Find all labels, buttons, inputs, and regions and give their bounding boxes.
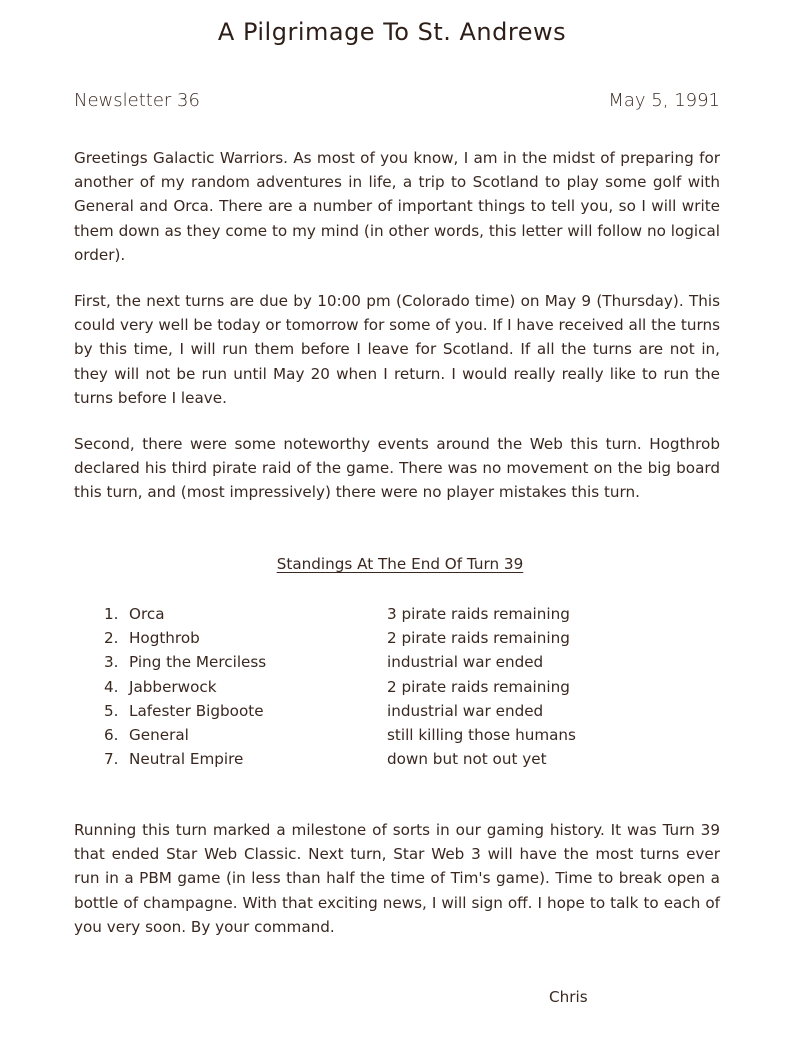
standings-row — [104, 723, 624, 747]
standings-row — [104, 675, 624, 699]
rank-number: 1. — [104, 605, 119, 623]
standings-row — [104, 650, 624, 674]
player-status: industrial war ended — [387, 653, 544, 672]
player-status: 2 pirate raids remaining — [387, 629, 570, 648]
player-status: industrial war ended — [387, 701, 544, 720]
player-name: Lafester Bigboote — [129, 701, 264, 720]
player-name: Neutral Empire — [129, 750, 244, 769]
player-status: down but not out yet — [387, 750, 547, 769]
player-name: General — [129, 725, 189, 744]
signature: Chris — [549, 988, 588, 1006]
player-name: Orca — [129, 605, 165, 623]
rank-number: 3. — [104, 653, 119, 672]
player-name: Hogthrob — [129, 629, 200, 648]
rank-number: 2. — [104, 629, 119, 648]
standings-row — [104, 602, 624, 626]
standings-row — [104, 699, 624, 723]
rank-number: 7. — [104, 750, 119, 769]
paragraph-greeting: Greetings Galactic Warriors. As most of you know, I am in the midst of preparing for another of my random adventures in life, a trip to Scotland to play some golf with General and Orca. There are a number of important things to tell you, so I will write them down as they come to my mind (in other words, this letter will follow no logical order). — [74, 149, 720, 264]
standings-row — [104, 747, 624, 771]
player-name: Ping the Merciless — [129, 653, 267, 672]
player-status: still killing those humans — [387, 725, 576, 744]
document-title: A Pilgrimage To St. Andrews — [217, 18, 567, 46]
paragraph-milestone: Running this turn marked a milestone of sorts in our gaming history. It was Turn 39 that ended Star Web Classic. Next turn, Star Web 3 will have the most turns ever run in a PBM game (in less than half the time of Tim's game). Time to break open a bottle of champagne. With that exciting news, I will sign off. I hope to talk to each of you very soon. By your command. — [74, 821, 720, 936]
standings-list — [104, 602, 624, 771]
rank-number: 5. — [104, 701, 119, 720]
newsletter-date: May 5, 1991 — [608, 90, 720, 111]
player-status: 3 pirate raids remaining — [387, 605, 570, 623]
newsletter-number: Newsletter 36 — [74, 90, 200, 111]
player-name: Jabberwock — [129, 677, 217, 696]
paragraph-turn-deadline: First, the next turns are due by 10:00 pm (Colorado time) on May 9 (Thursday). This could very well be today or tomorrow for some of you. If I have received all the turns by this time, I will run them before I leave for Scotland. If all the turns are not in, they will not be run until May 20 when I return. I would really really like to run the turns before I leave. — [74, 292, 720, 407]
rank-number: 6. — [104, 725, 119, 744]
standings-row — [104, 626, 624, 650]
rank-number: 4. — [104, 677, 119, 696]
standings-title: Standings At The End Of Turn 39 — [276, 555, 524, 573]
player-status: 2 pirate raids remaining — [387, 677, 570, 696]
paragraph-events: Second, there were some noteworthy events around the Web this turn. Hogthrob declared his third pirate raid of the game. There was no movement on the big board this turn, and (most impressively) there were no player mistakes this turn. — [74, 435, 720, 502]
